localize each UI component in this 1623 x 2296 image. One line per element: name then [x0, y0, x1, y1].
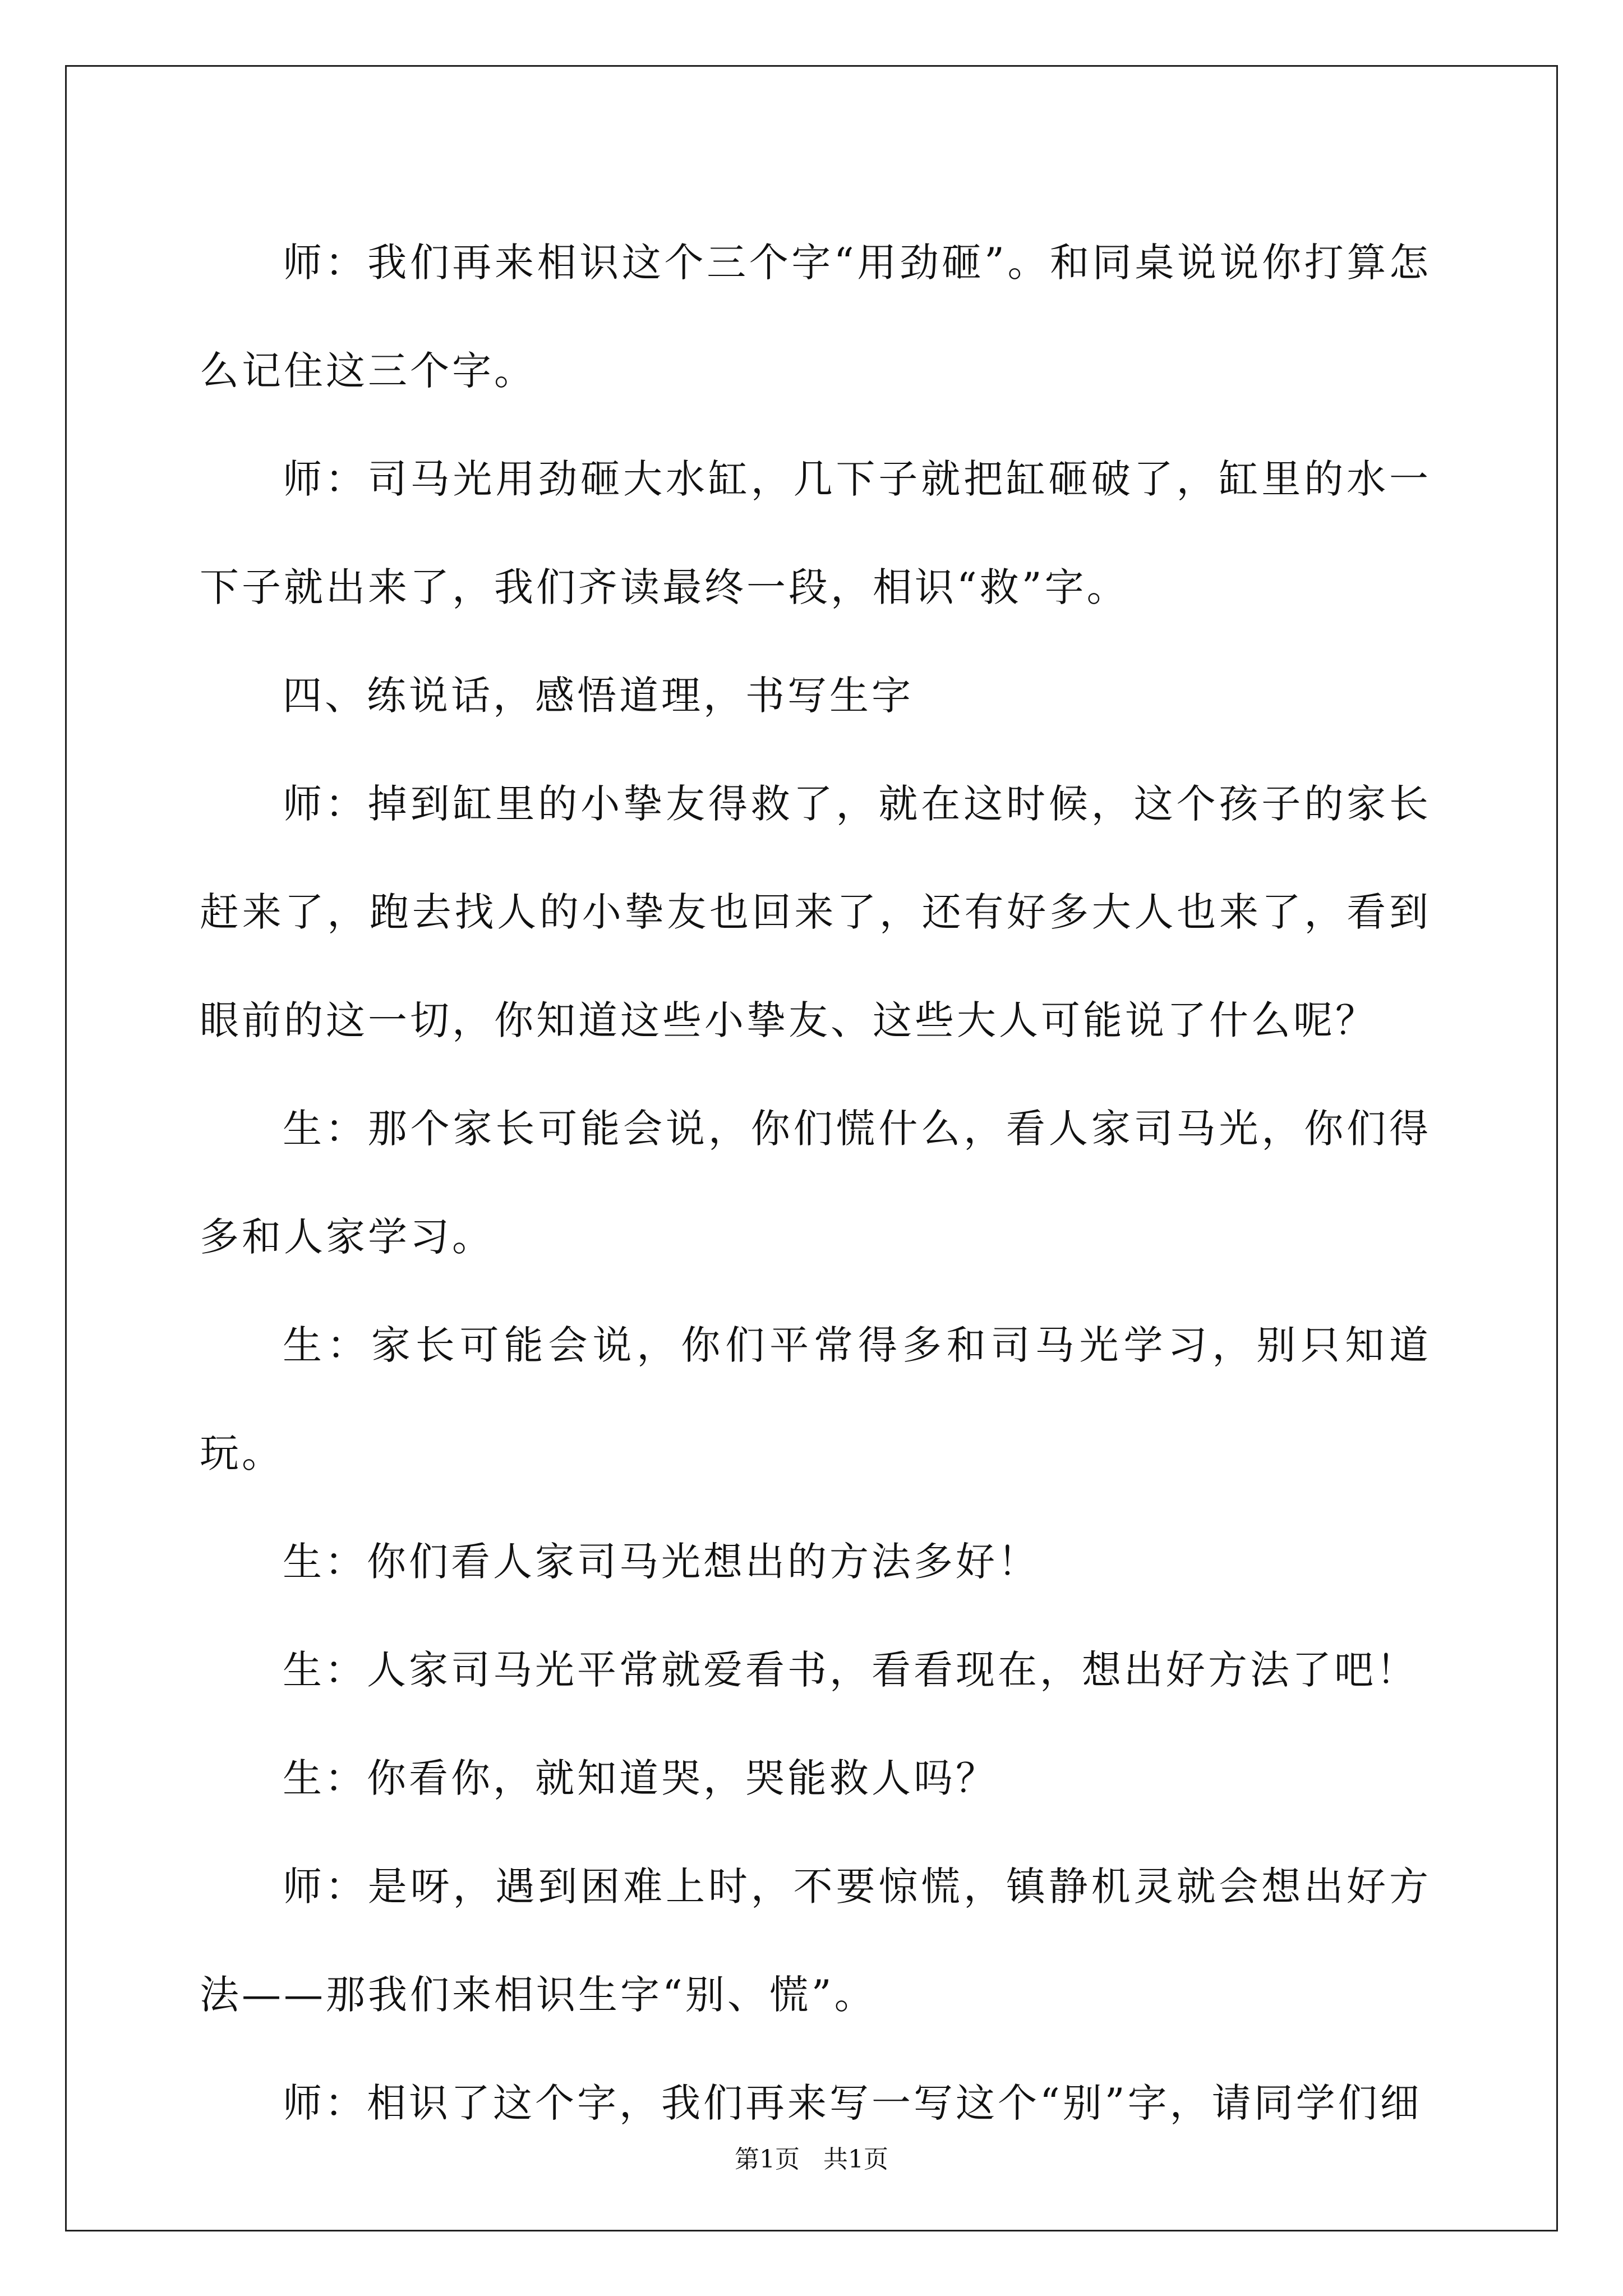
section-heading: 四、练说话，感悟道理，书写生字 — [283, 673, 914, 719]
paragraph: 师：相识了这个字，我们再来写一写这个“别”字，请同学们细 — [283, 2080, 1422, 2126]
paragraph: 师：是呀，遇到困难上时，不要惊慌，镇静机灵就会想出好方法——那我们来相识生字“别、慌”。 — [200, 1864, 1431, 2018]
paragraph: 师：司马光用劲砸大水缸，几下子就把缸砸破了，缸里的水一下子就出来了，我们齐读最终一段，相识“救”字。 — [200, 456, 1431, 610]
paragraph: 师：我们再来相识这个三个字“用劲砸”。和同桌说说你打算怎么记住这三个字。 — [200, 240, 1431, 394]
paragraph: 师：掉到缸里的小挚友得救了，就在这时候，这个孩子的家长赶来了，跑去找人的小挚友也回来了，还有好多大人也来了，看到眼前的这一切，你知道这些小挚友、这些大人可能说了什么呢？ — [200, 781, 1431, 1043]
paragraph: 生：家长可能会说，你们平常得多和司马光学习，别只知道玩。 — [200, 1322, 1431, 1476]
paragraph: 生：人家司马光平常就爱看书，看看现在，想出好方法了吧！ — [283, 1647, 1418, 1693]
paragraph: 生：你看你，就知道哭，哭能救人吗？ — [283, 1755, 998, 1801]
paragraph: 生：你们看人家司马光想出的方法多好！ — [283, 1539, 1040, 1585]
page-total: 共1页 — [823, 2145, 888, 2174]
page-footer — [0, 2143, 1623, 2177]
page-number: 第1页 — [735, 2145, 800, 2174]
paragraph: 生：那个家长可能会说，你们慌什么，看人家司马光，你们得多和人家学习。 — [200, 1106, 1431, 1260]
document-body — [200, 209, 1431, 2157]
